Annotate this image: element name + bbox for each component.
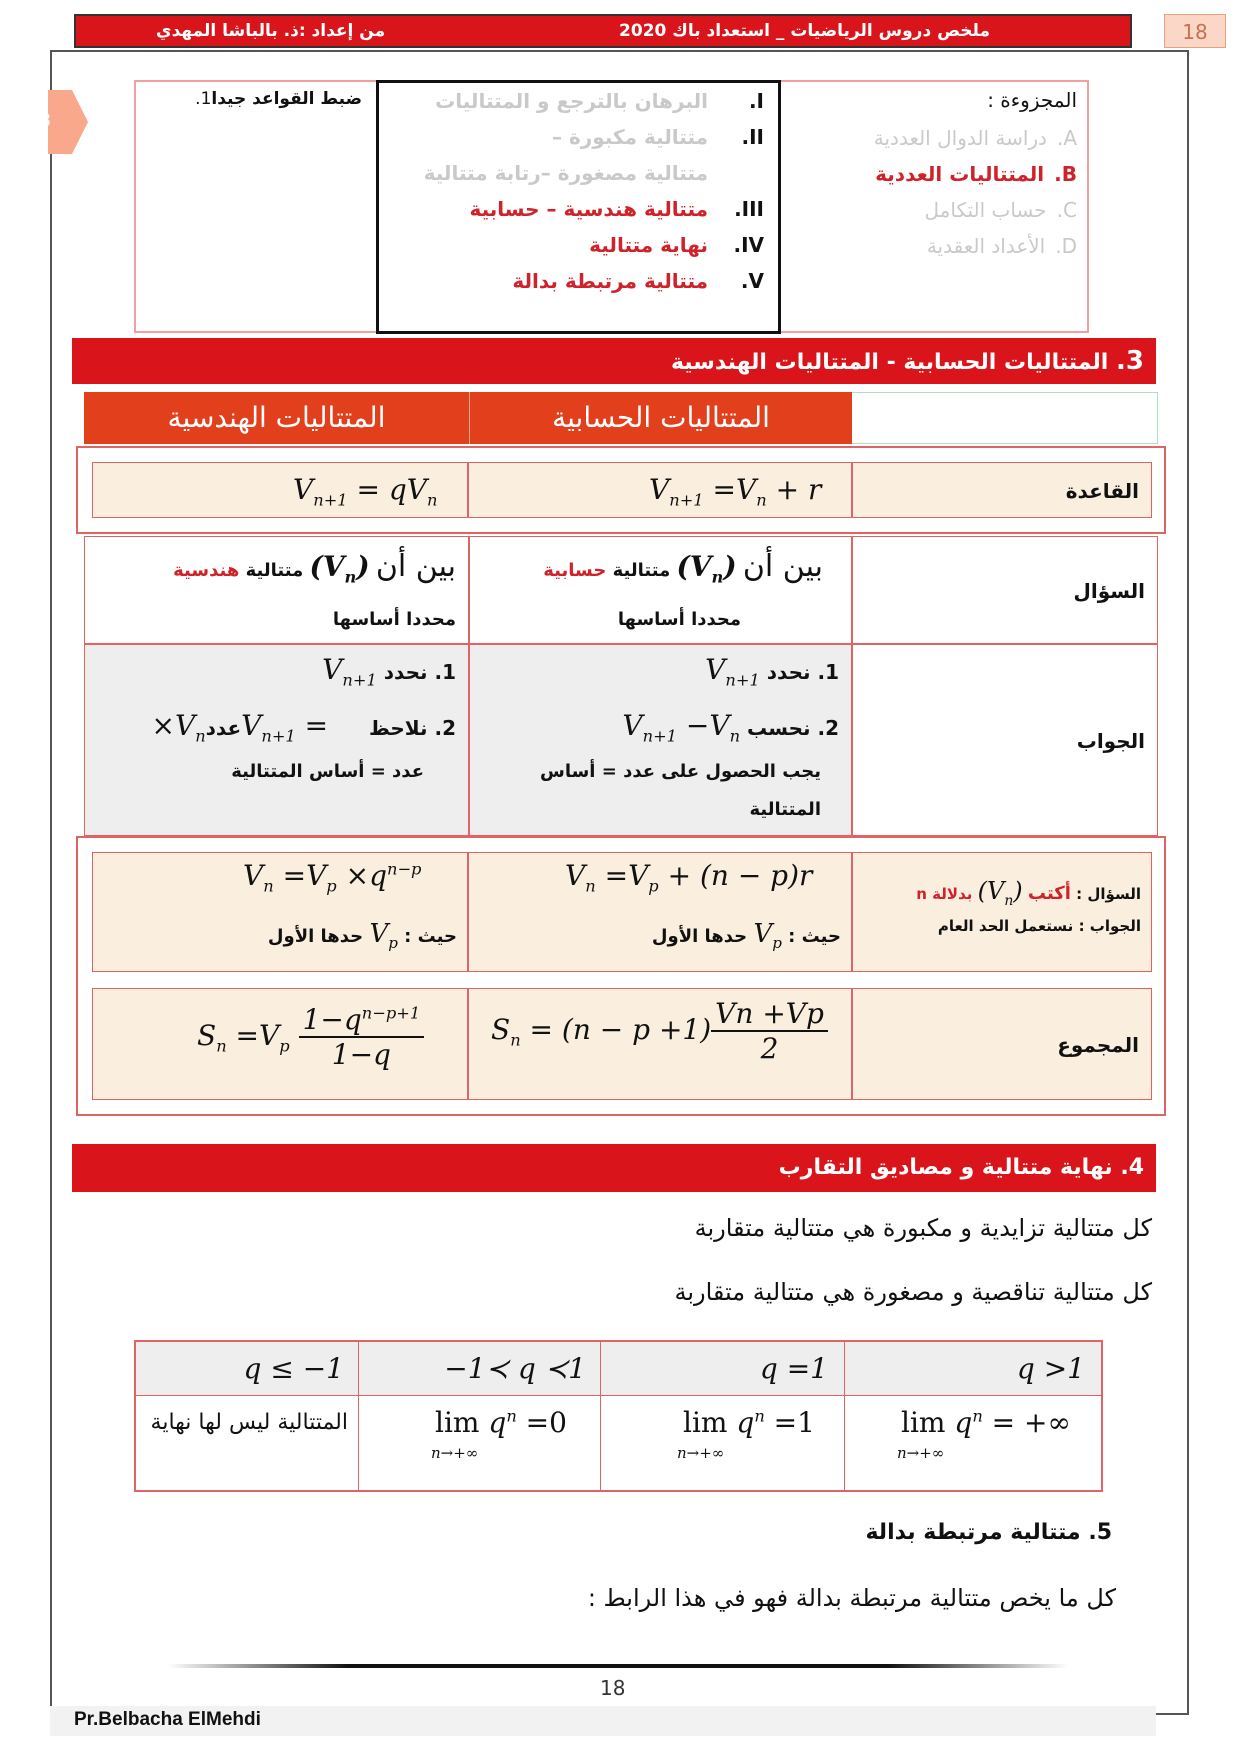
geo-word: عدد (205, 716, 242, 740)
group-item (807, 234, 1077, 270)
section5-header (865, 1520, 1112, 1545)
sum-arithmetic-formula: $S_n = (n - p +1)$ Vn +Vp 2 (491, 997, 828, 1065)
footer-page-number: 18 (600, 1676, 626, 1700)
group-letter: A. (1056, 126, 1077, 150)
tip-text: ضبط القواعد جيدا (211, 89, 362, 109)
rule-label: القاعدة (852, 462, 1152, 518)
section3-number: 3. (1116, 346, 1144, 376)
specify-arith: محددا أساسها (617, 609, 741, 630)
limit-val-q-eq-1: $\lim q^n =1$ n→+∞ (600, 1396, 844, 1490)
lesson-number: III. (734, 197, 764, 221)
group-item (807, 198, 1077, 234)
section4-header (72, 1144, 1156, 1192)
lesson-number: I. (748, 89, 764, 113)
lesson-title: متتالية هندسية – حسابية (469, 197, 708, 221)
footer-signature: Pr.Belbacha ElMehdi (74, 1709, 261, 1730)
side-tab-arrow (48, 90, 88, 154)
arith-step1-num: 1. (817, 660, 839, 684)
general-geometric (92, 852, 468, 972)
question-label: السؤال (852, 536, 1158, 644)
is-seq-geo: متتالية (245, 560, 304, 581)
geo-step2: نلاحظ (368, 716, 428, 740)
general-q-write: أكتب (1027, 883, 1071, 904)
limit-head-q-gt-1: q >1 (844, 1342, 1101, 1396)
section4-line1: كل متتالية تزايدية و مكبورة هي متتالية متقاربة (694, 1214, 1152, 1242)
section5-title: متتالية مرتبطة بدالة (865, 1520, 1081, 1545)
tips-list (142, 86, 362, 112)
general-arithmetic (468, 852, 852, 972)
question-arithmetic (469, 536, 852, 644)
geo-step1-formula: $V_{n+1}$ (322, 653, 377, 690)
general-geo-vp: $V_p$ (369, 919, 398, 953)
group-item (807, 162, 1077, 198)
arith-step1: نحدد (766, 660, 811, 684)
general-q-vn: $(V_n)$ (977, 877, 1023, 909)
general-a-prefix: الجواب : (1078, 917, 1141, 935)
limit-val-q-gt-1: $\lim q^n$ = +∞ n→+∞ (844, 1396, 1101, 1490)
general-a-text: نستعمل الحد العام (937, 917, 1074, 935)
answer-label: الجواب (852, 644, 1158, 836)
group-label: المجزوءة : (987, 88, 1077, 112)
specify-geo: محددا أساسها (332, 609, 456, 630)
header-author: من إعداد :ذ. بالباشا المهدي (156, 21, 386, 41)
vn-geo: $(V_n)$ (309, 550, 370, 587)
col-header-empty (852, 392, 1158, 444)
answer-arithmetic (469, 644, 852, 836)
lesson-number: IV. (733, 233, 764, 257)
limit-head-q-between: −1≺ q ≺1 (358, 1342, 600, 1396)
sum-label: المجموع (852, 988, 1152, 1100)
show-that-arith: بين أن (742, 549, 823, 584)
lessons-list (379, 89, 764, 305)
arith-step2: نحسب (747, 716, 811, 740)
groups-column (807, 88, 1077, 270)
group-item (807, 126, 1077, 162)
general-geo-first: حدها الأول (267, 926, 364, 947)
lesson-title: البرهان بالترجع و المتتاليات (435, 89, 708, 113)
arithmetic-word: حسابية (543, 560, 607, 581)
general-label (852, 852, 1152, 972)
lesson-number: II. (741, 125, 764, 149)
general-q-prefix: السؤال : (1076, 885, 1141, 903)
lesson-title: متتالية مصغورة –رتابة متتالية (423, 161, 708, 185)
section5-number: 5. (1088, 1520, 1112, 1545)
arith-step2-num: 2. (817, 716, 839, 740)
group-title: دراسة الدوال العددية (873, 126, 1047, 150)
lessons-box (376, 80, 781, 334)
lesson-number: V. (740, 269, 764, 293)
col-header-geometric: المتتاليات الهندسية (84, 392, 469, 444)
limit-head-q-eq-1: q =1 (600, 1342, 844, 1396)
sum-arithmetic (468, 988, 852, 1100)
rule-geometric (92, 462, 468, 518)
vn-arith: $(V_n)$ (676, 550, 737, 587)
general-geometric-formula: $V_n =V_p \times q^{n-p}$ (243, 859, 422, 896)
arith-step1-formula: $V_{n+1}$ (705, 653, 760, 690)
header-bar (74, 14, 1132, 48)
lesson-item (379, 161, 764, 197)
general-geo-where: حيث : (404, 926, 457, 947)
lesson-title: متتالية مرتبطة بدالة (512, 269, 708, 293)
question-geometric (84, 536, 469, 644)
section3-title: المتتاليات الحسابية - المتتاليات الهندسية (670, 350, 1109, 375)
geo-step2-num: 2. (434, 716, 456, 740)
geo-step1: نحدد (383, 660, 428, 684)
header-page-number: 18 (1164, 14, 1226, 48)
limit-val-no-limit: المتتالية ليس لها نهاية (136, 1396, 358, 1490)
rule-geometric-formula: $V_{n+1} = qV_n$ (293, 473, 438, 510)
show-that-geo: بين أن (375, 549, 456, 584)
general-arith-where: حيث : (788, 926, 841, 947)
general-q-suffix: بدلالة n (916, 885, 973, 903)
geo-note: عدد = أساس المتتالية (231, 761, 424, 782)
section3-header (72, 338, 1156, 384)
tip-item (142, 86, 362, 112)
tips-column (142, 86, 362, 112)
answer-geometric: 1. نحدد $V_{n+1}$ 2. نلاحظ $V_{n+1}$ = $عدد\times V_n$ عدد = أساس المتتالية (84, 644, 469, 836)
group-letter: D. (1055, 234, 1077, 258)
groups-list (807, 126, 1077, 270)
lesson-item (379, 233, 764, 269)
arith-note: يجب الحصول على عدد = أساس المتتالية (540, 761, 821, 820)
geometric-word: هندسية (173, 560, 240, 581)
general-arith-first: حدها الأول (651, 926, 748, 947)
group-title: الأعداد العقدية (926, 234, 1046, 258)
col-header-arithmetic: المتتاليات الحسابية (469, 392, 852, 444)
lesson-item (379, 269, 764, 305)
group-title: حساب التكامل (924, 198, 1047, 222)
general-arithmetic-formula: $V_n =V_p + (n - p)r$ (565, 859, 813, 896)
group-letter: C. (1056, 198, 1077, 222)
group-letter: B. (1054, 162, 1077, 186)
general-arith-vp: $V_p$ (753, 919, 782, 953)
section4-line2: كل متتالية تناقصية و مصغورة هي متتالية متقاربة (674, 1278, 1152, 1306)
lesson-title: متتالية مكبورة – (552, 125, 708, 149)
lesson-item (379, 89, 764, 125)
group-title: المتتاليات العددية (875, 162, 1045, 186)
rule-arithmetic (468, 462, 852, 518)
arith-step2-formula: $V_{n+1} -V_n$ (622, 709, 741, 746)
header-title: ملخص دروس الرياضيات _ استعداد باك 2020 (619, 21, 990, 41)
sum-geometric (92, 988, 468, 1100)
rule-arithmetic-formula: $V_{n+1} =V_n + r$ (649, 473, 822, 510)
limit-head-q-le-minus1: q ≤ −1 (136, 1342, 358, 1396)
geo-step1-num: 1. (434, 660, 456, 684)
sum-geometric-formula: $S_n =V_p$ $1-q^{n-p+1}$ 1−q (197, 1003, 424, 1071)
geo-step2-formula: $V_{n+1}$ = (241, 709, 338, 746)
footer-rule (168, 1664, 1068, 1668)
side-tab-number: 18 (28, 110, 51, 131)
section4-title: نهاية متتالية و مصاديق التقارب (778, 1155, 1113, 1180)
lesson-item (379, 197, 764, 233)
lesson-item (379, 125, 764, 161)
limit-val-q-between: $\lim q^n =0$ n→+∞ (358, 1396, 600, 1490)
section4-number: 4. (1120, 1155, 1144, 1180)
section5-text: كل ما يخص متتالية مرتبطة بدالة فهو في هذا الرابط : (587, 1584, 1116, 1612)
chapter-box (134, 80, 1089, 333)
tip-number: 1. (195, 89, 212, 109)
is-seq-arith: متتالية (612, 560, 671, 581)
lesson-title: نهاية متتالية (589, 233, 708, 257)
